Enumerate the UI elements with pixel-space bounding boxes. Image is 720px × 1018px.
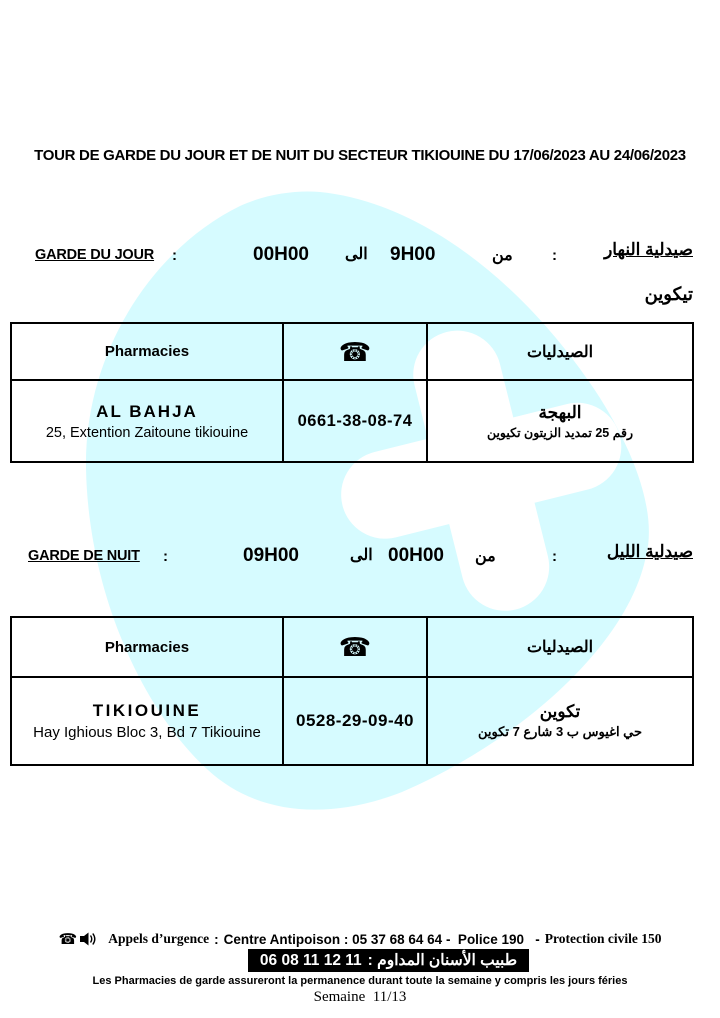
night-pharmacy-name-cell xyxy=(12,678,284,764)
day-pharmacy-table xyxy=(10,322,694,463)
pharmacy-name-ar: تكوين xyxy=(539,702,581,721)
day-pharmacy-phone-cell xyxy=(284,381,428,461)
telephone-icon: ☎ xyxy=(338,336,372,367)
night-guard-colon-ar: : xyxy=(552,548,557,565)
night-guard-end-time: 09H00 xyxy=(243,545,299,566)
day-guard-label-ar: صيدلية النهار xyxy=(604,240,693,259)
day-guard-colon: : xyxy=(172,247,177,264)
pharmacy-phone: 0528-29-09-40 xyxy=(295,711,415,730)
pharmacy-address: Hay Ighious Bloc 3, Bd 7 Tikiouine xyxy=(33,724,261,741)
pharmacy-address-ar: رقم 25 تمديد الزيتون تكيوين xyxy=(486,425,634,440)
night-table-header-pharmacies-ar: الصيدليات xyxy=(428,618,692,678)
footer-icons xyxy=(59,932,98,947)
pharmacy-name-ar: البهجة xyxy=(538,402,582,422)
night-table-header-pharmacies: Pharmacies xyxy=(12,618,284,678)
pharmacy-phone: 0661-38-08-74 xyxy=(297,411,413,430)
night-pharmacy-arabic-cell xyxy=(428,678,692,764)
night-guard-word-to: الى xyxy=(350,547,373,564)
dentist-number: 06 08 11 12 11 xyxy=(259,951,362,969)
day-pharmacy-arabic-cell xyxy=(428,381,692,461)
emergency-line xyxy=(0,931,720,947)
pharmacy-name: AL BAHJA xyxy=(96,401,198,421)
day-table-header-pharmacies-ar: الصيدليات xyxy=(428,324,692,381)
day-table-header-phone xyxy=(284,324,428,381)
night-guard-word-from: من xyxy=(475,548,496,565)
emergency-label: Appels d’urgence xyxy=(108,931,210,946)
page-title: TOUR DE GARDE DU JOUR ET DE NUIT DU SECTEUR TIKIOUINE DU 17/06/2023 AU 24/06/2023 xyxy=(34,147,686,164)
pharmacy-address: 25, Extention Zaitoune tikiouine xyxy=(45,424,249,441)
speaker-icon xyxy=(80,932,97,946)
night-guard-start-time: 00H00 xyxy=(388,545,444,566)
night-guard-colon: : xyxy=(163,548,168,565)
night-table-header-phone xyxy=(284,618,428,678)
day-pharmacy-name-cell xyxy=(12,381,284,461)
dentist-banner xyxy=(248,949,529,972)
night-guard-label-ar: صيدلية الليل xyxy=(606,542,693,561)
day-table-header-pharmacies: Pharmacies xyxy=(12,324,284,381)
day-guard-start-time: 9H00 xyxy=(390,244,436,265)
pharmacy-address-ar: حي اغيوس ب 3 شارع 7 تكوين xyxy=(477,724,643,739)
day-guard-word-to: الى xyxy=(345,246,368,263)
day-guard-label-fr: GARDE DU JOUR xyxy=(35,247,155,263)
day-guard-sector-ar: تيكوين xyxy=(644,284,693,304)
emergency-civil: Protection civile 150 xyxy=(544,931,662,946)
telephone-icon: ☎ xyxy=(338,632,372,662)
day-guard-colon-ar: : xyxy=(552,247,557,264)
emergency-colon: : xyxy=(214,931,219,947)
night-pharmacy-phone-cell xyxy=(284,678,428,764)
emergency-numbers: Centre Antipoison : 05 37 68 64 64 - Police 190 - xyxy=(223,931,540,947)
night-guard-label-fr: GARDE DE NUIT xyxy=(28,548,140,564)
dentist-label: طبيب الأسنان المداوم : xyxy=(367,952,518,969)
pharmacy-name: TIKIOUINE xyxy=(92,701,202,720)
day-guard-word-from: من xyxy=(492,247,513,264)
night-pharmacy-table xyxy=(10,616,694,766)
day-guard-end-time: 00H00 xyxy=(253,244,309,265)
permanence-note: Les Pharmacies de garde assureront la permanence durant toute la semaine y compris les jours féries xyxy=(92,975,628,987)
week-counter: Semaine 11/13 xyxy=(313,989,407,1005)
phone-icon: ☎ xyxy=(58,930,78,948)
